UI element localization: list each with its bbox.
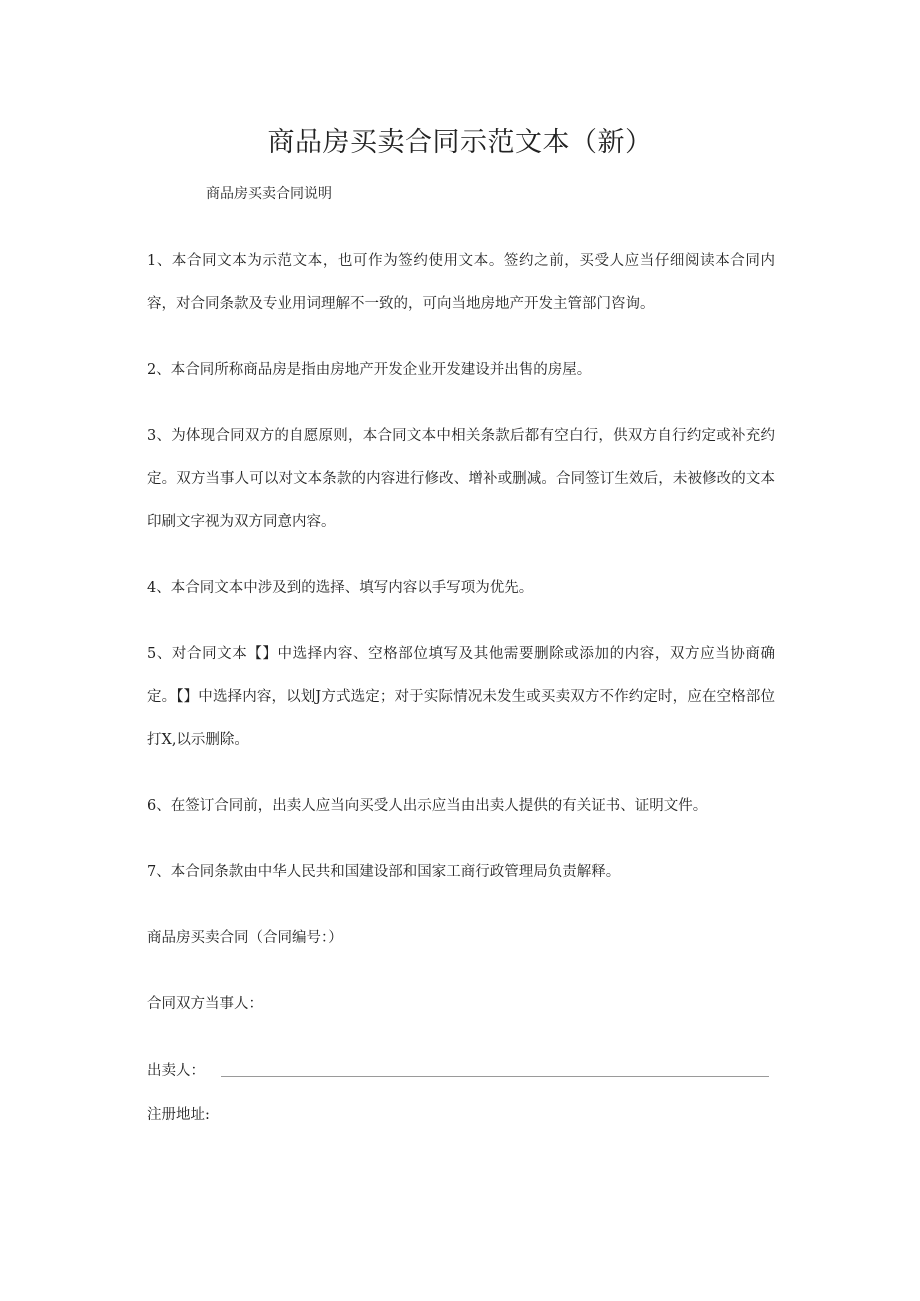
paragraph-6: 6、在签订合同前，出卖人应当向买受人出示应当由出卖人提供的有关证书、证明文件。 [147, 798, 708, 814]
document-body [147, 240, 775, 1131]
seller-label: 出卖人： [147, 1062, 205, 1079]
seller-blank-line[interactable] [221, 1062, 769, 1077]
seller-row [147, 1049, 775, 1089]
paragraph-5: 5、对合同文本【】中选择内容、空格部位填写及其他需要删除或添加的内容，双方应当协商确定。【】中选择内容，以划J方式选定；对于实际情况未发生或买卖双方不作约定时，应在空格部位打X,以示删除。 [147, 646, 775, 748]
paragraph-1: 1、本合同文本为示范文本，也可作为签约使用文本。签约之前，买受人应当仔细阅读本合同内容，对合同条款及专业用词理解不一致的，可向当地房地产开发主管部门咨询。 [147, 253, 775, 312]
parties-label: 合同双方当事人： [147, 996, 263, 1012]
paragraph-3: 3、为体现合同双方的自愿原则，本合同文本中相关条款后都有空白行，供双方自行约定或补充约定。双方当事人可以对文本条款的内容进行修改、增补或删减。合同签订生效后，未被修改的文本印刷文字视为双方同意内容。 [147, 428, 775, 530]
paragraph-2: 2、本合同所称商品房是指由房地产开发企业开发建设并出售的房屋。 [147, 362, 592, 378]
document-subtitle: 商品房买卖合同说明 [206, 186, 332, 202]
contract-heading: 商品房买卖合同（合同编号：） [147, 930, 343, 946]
document-title: 商品房买卖合同示范文本（新） [267, 127, 653, 158]
paragraph-4: 4、本合同文本中涉及到的选择、填写内容以手写项为优先。 [147, 580, 534, 596]
paragraph-7: 7、本合同条款由中华人民共和国建设部和国家工商行政管理局负责解释。 [147, 864, 621, 880]
registered-address-label: 注册地址: [147, 1107, 210, 1123]
